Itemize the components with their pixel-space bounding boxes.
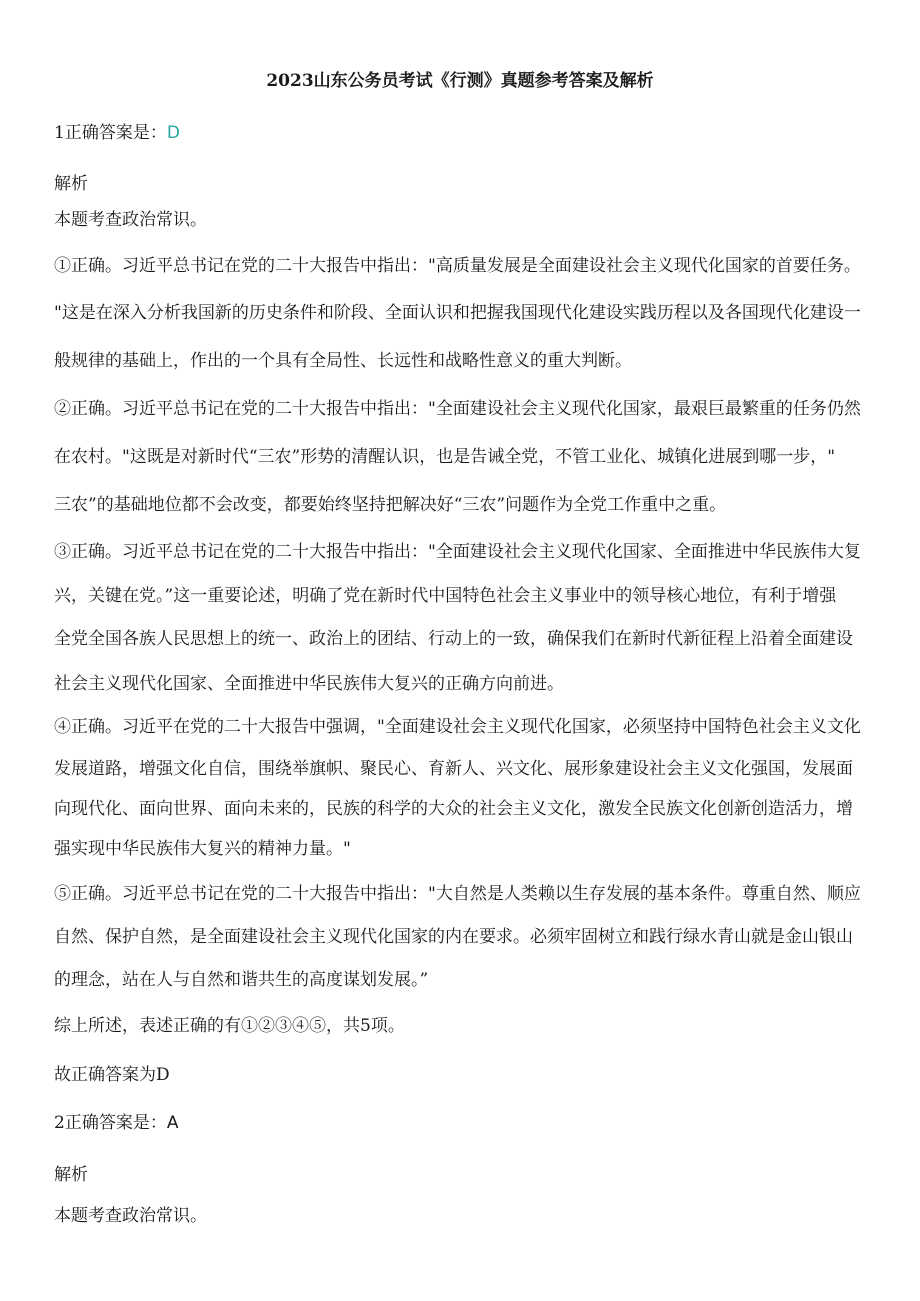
q1-text-line: 发展道路，增强文化自信，围绕举旗帜、聚民心、育新人、兴文化、展形象建设社会主义文化强国，发展面	[54, 759, 853, 779]
q1-text-line: 向现代化、面向世界、面向未来的，民族的科学的大众的社会主义文化，激发全民族文化创新创造活力，增	[54, 799, 853, 819]
q1-text-line: 在农村。"这既是对新时代“三农”形势的清醒认识，也是告诫全党，不管工业化、城镇化进展到哪一步，"	[54, 447, 836, 467]
q1-summary-line: 综上所述，表述正确的有①②③④⑤，共5项。	[54, 1016, 405, 1036]
q2-analysis-heading: 解析	[54, 1165, 88, 1185]
q1-conclusion-line: 故正确答案为D	[54, 1065, 170, 1085]
q1-text-line: ③正确。习近平总书记在党的二十大报告中指出："全面建设社会主义现代化国家、全面推进中华民族伟大复	[54, 542, 861, 562]
q1-text-line: 本题考查政治常识。	[54, 210, 207, 230]
q1-text-line: ④正确。习近平在党的二十大报告中强调，"全面建设社会主义现代化国家，必须坚持中国特色社会主义文化	[54, 717, 861, 737]
q1-answer-label: 1正确答案是：	[54, 123, 167, 143]
q1-text-line: ①正确。习近平总书记在党的二十大报告中指出："高质量发展是全面建设社会主义现代化国家的首要任务。	[54, 256, 861, 276]
q1-text-line: 兴，关键在党。”这一重要论述，明确了党在新时代中国特色社会主义事业中的领导核心地位，有利于增强	[54, 586, 837, 606]
q1-answer-line	[54, 121, 874, 145]
q2-text-line: 本题考查政治常识。	[54, 1206, 207, 1226]
q1-text-line: ②正确。习近平总书记在党的二十大报告中指出："全面建设社会主义现代化国家，最艰巨最繁重的任务仍然	[54, 399, 861, 419]
q2-answer-letter: A	[166, 1113, 179, 1133]
q2-answer-label: 2正确答案是：	[54, 1113, 167, 1133]
q1-text-line: 社会主义现代化国家、全面推进中华民族伟大复兴的正确方向前进。	[54, 674, 564, 694]
q1-analysis-heading: 解析	[54, 174, 88, 194]
q1-text-line: "这是在深入分析我国新的历史条件和阶段、全面认识和把握我国现代化建设实践历程以及各国现代化建设一	[54, 303, 861, 323]
document-title: 2023山东公务员考试《行测》真题参考答案及解析	[266, 71, 654, 91]
q1-text-line: 三农”的基础地位都不会改变，都要始终坚持把解决好“三农”问题作为全党工作重中之重。	[54, 495, 727, 515]
q1-text-line: 自然、保护自然，是全面建设社会主义现代化国家的内在要求。必须牢固树立和践行绿水青山就是金山银山	[54, 927, 853, 947]
q1-text-line: 般规律的基础上，作出的一个具有全局性、长远性和战略性意义的重大判断。	[54, 351, 632, 371]
q1-text-line: 的理念，站在人与自然和谐共生的高度谋划发展。”	[54, 970, 429, 990]
q1-text-line: ⑤正确。习近平总书记在党的二十大报告中指出："大自然是人类赖以生存发展的基本条件。尊重自然、顺应	[54, 884, 861, 904]
q1-text-line: 全党全国各族人民思想上的统一、政治上的团结、行动上的一致，确保我们在新时代新征程上沿着全面建设	[54, 629, 853, 649]
q1-answer-letter: D	[166, 123, 180, 143]
q2-answer-line	[54, 1111, 874, 1135]
q1-text-line: 强实现中华民族伟大复兴的精神力量。"	[54, 839, 351, 859]
